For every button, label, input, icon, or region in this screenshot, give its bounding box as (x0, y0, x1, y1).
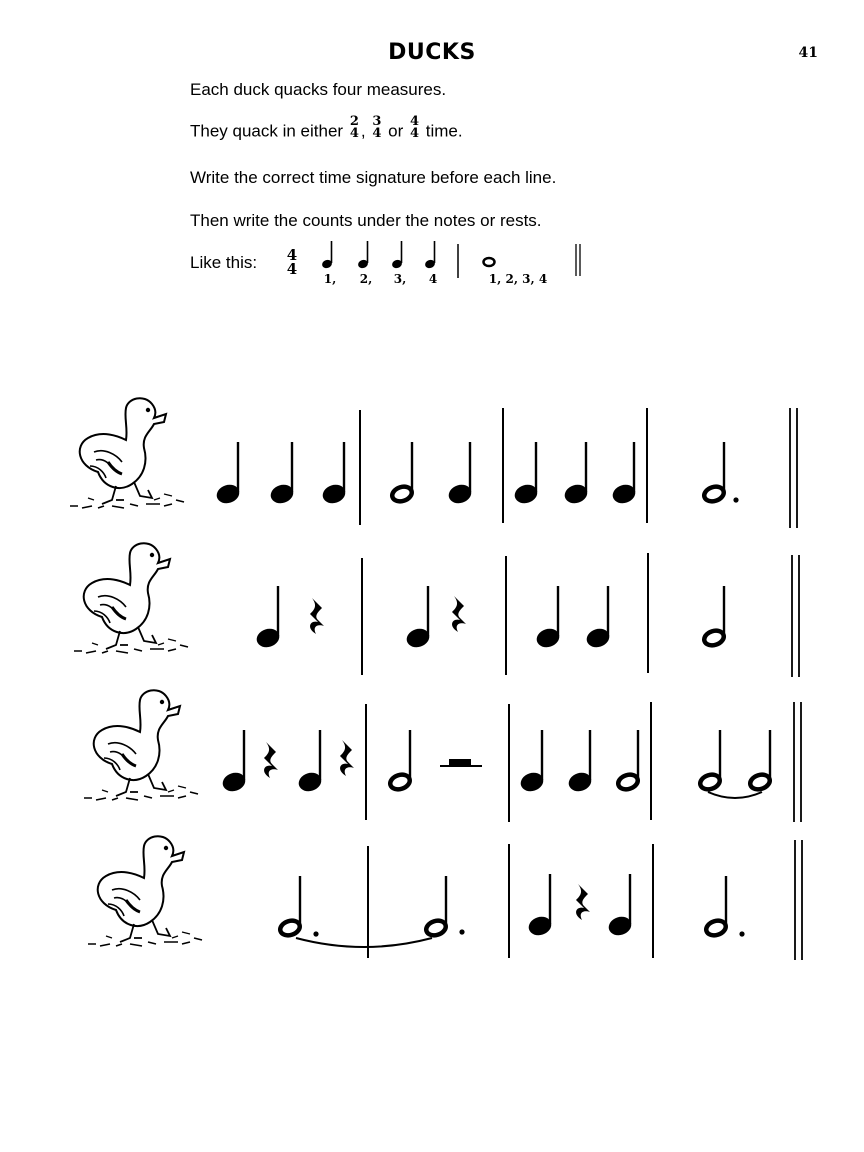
quarter-rest (452, 596, 466, 632)
instruction-line-4: Then write the counts under the notes or rests. (190, 211, 542, 230)
quarter-note (220, 730, 247, 794)
example-count: 1, (323, 272, 337, 286)
quarter-note (320, 442, 347, 506)
example-ts-bottom: 4 (286, 260, 298, 278)
time-signature-2-4: 2 4 (349, 114, 359, 141)
time-signature-3-4: 3 4 (372, 114, 382, 141)
quarter-rest (340, 740, 354, 776)
instruction-line-2 (190, 114, 463, 144)
quarter-note (610, 442, 637, 506)
example-notation (280, 236, 600, 296)
instruction-line-2-suffix: time. (425, 121, 463, 141)
separator-comma: , (360, 121, 366, 141)
dotted-half-note (704, 876, 727, 938)
example-quarter-note (357, 241, 369, 269)
exercise-line-3 (220, 702, 801, 822)
word-or: or (388, 121, 404, 141)
example-label: Like this: (190, 253, 258, 272)
duck-illustration (88, 836, 202, 946)
tie (296, 938, 432, 947)
dot (739, 931, 744, 936)
quarter-note (268, 442, 295, 506)
quarter-note (446, 442, 473, 506)
half-note (702, 586, 725, 648)
example-quarter-note (424, 241, 436, 269)
exercise-line-4 (278, 840, 802, 960)
dot (313, 931, 318, 936)
instruction-line-2-prefix: They quack in either (190, 121, 344, 141)
dotted-half-note (424, 876, 447, 938)
half-note (390, 442, 413, 504)
half-note (388, 730, 411, 792)
duck-illustration (74, 543, 188, 653)
quarter-rest (264, 742, 278, 778)
exercise-line-1 (214, 408, 797, 528)
quarter-note (562, 442, 589, 506)
quarter-note (518, 730, 545, 794)
quarter-note (296, 730, 323, 794)
page-title: DUCKS (388, 40, 476, 65)
half-rest (449, 759, 471, 766)
example-whole-note (484, 258, 495, 266)
dot (459, 929, 464, 934)
half-note (748, 730, 771, 792)
example-quarter-note (391, 241, 403, 269)
example-count: 3, (393, 272, 407, 286)
instruction-line-1: Each duck quacks four measures. (190, 80, 447, 99)
quarter-rest (576, 884, 590, 920)
instruction-line-3: Write the correct time signature before each line. (190, 168, 557, 187)
half-note (698, 730, 721, 792)
duck-illustration (84, 690, 198, 800)
half-note (616, 730, 639, 792)
example-count: 4 (428, 272, 438, 286)
dotted-half-note (702, 442, 725, 504)
time-signature-4-4: 4 4 (409, 114, 420, 141)
example-count: 1, 2, 3, 4 (488, 272, 548, 286)
quarter-note (404, 586, 431, 650)
example-quarter-note (321, 241, 333, 269)
quarter-rest (310, 598, 324, 634)
quarter-note (584, 586, 611, 650)
quarter-note (534, 586, 561, 650)
page-number: 41 (798, 45, 818, 61)
quarter-note (606, 874, 633, 938)
quarter-note (254, 586, 281, 650)
dotted-half-note (278, 876, 301, 938)
example-ts-top: 4 (286, 246, 298, 264)
duck-illustration (70, 398, 184, 508)
quarter-note (566, 730, 593, 794)
example-count: 2, (359, 272, 373, 286)
quarter-note (512, 442, 539, 506)
quarter-note (214, 442, 241, 506)
dot (733, 497, 738, 502)
exercise-line-2 (254, 553, 799, 677)
tie (708, 792, 762, 798)
quarter-note (526, 874, 553, 938)
